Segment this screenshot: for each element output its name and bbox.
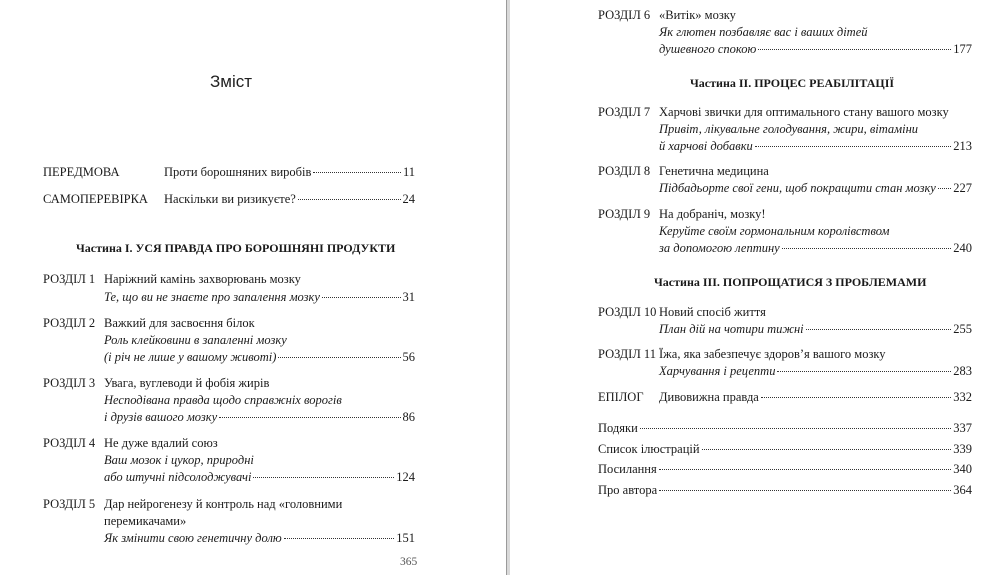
chapter-7-subtitle-line-2: й харчові добавки [659,139,753,153]
toc-entry-chapter-5[interactable] [104,530,415,546]
toc-entry-chapter-4[interactable] [104,469,415,485]
chapter-6-subtitle-line-2: душевного спокою [659,42,757,56]
preface-text: Проти борошняних виробів [164,165,312,179]
selftest-text: Наскільки ви ризикуєте? [164,192,296,206]
chapter-5-subtitle: Як змінити свою генетичну долю [104,531,282,545]
chapter-2-label: РОЗДІЛ 2 [43,316,96,330]
chapter-7-label: РОЗДІЛ 7 [598,105,651,119]
toc-entry-chapter-7[interactable] [659,138,972,154]
chapter-6-label: РОЗДІЛ 6 [598,8,651,22]
leader-dots [284,538,395,539]
leader-dots [313,172,401,173]
page-number: 56 [402,350,415,364]
chapter-8-subtitle: Підбадьорте свої гени, щоб покращити стан мозку [659,181,936,195]
leader-dots [298,199,401,200]
selftest-label: САМОПЕРЕВІРКА [43,192,148,206]
chapter-9-subtitle-line-1: Керуйте своїм гормональним королівством [659,224,890,238]
leader-dots [219,417,400,418]
chapter-1-title: Наріжний камінь захворювань мозку [104,272,301,286]
leader-dots [278,357,400,358]
right-page [510,0,994,575]
chapter-3-label: РОЗДІЛ 3 [43,376,96,390]
chapter-2-title: Важкий для засвоєння білок [104,316,255,330]
chapter-10-title: Новий спосіб життя [659,305,766,319]
page-number: 124 [396,470,415,484]
chapter-11-label: РОЗДІЛ 11 [598,347,656,361]
toc-entry-chapter-1[interactable] [104,289,415,305]
part-1-heading: Частина І. УСЯ ПРАВДА ПРО БОРОШНЯНІ ПРОДУКТИ [76,241,396,255]
leader-dots [938,188,951,189]
leader-dots [322,297,401,298]
chapter-3-subtitle-line-2: і друзів вашого мозку [104,410,218,424]
leader-dots [659,469,952,470]
chapter-10-label: РОЗДІЛ 10 [598,305,657,319]
thanks-text: Подяки [598,421,638,435]
toc-entry-chapter-8[interactable] [659,180,972,196]
page-number: 240 [953,241,972,255]
chapter-11-subtitle: Харчування і рецепти [659,364,776,378]
chapter-7-subtitle-line-1: Привіт, лікувальне голодування, жири, вітаміни [659,122,919,136]
toc-entry-chapter-6[interactable] [659,41,972,57]
chapter-6-title: «Витік» мозку [659,8,736,22]
page-number: 364 [953,483,972,497]
chapter-1-label: РОЗДІЛ 1 [43,272,96,286]
leader-dots [659,490,951,491]
page-number: 340 [953,462,972,476]
chapter-11-title: Їжа, яка забезпечує здоров’я вашого мозку [659,347,886,361]
leader-dots [640,428,951,429]
page-number: 151 [396,531,415,545]
chapter-8-label: РОЗДІЛ 8 [598,164,651,178]
page-number: 213 [953,139,972,153]
chapter-3-subtitle-line-1: Несподівана правда щодо справжніх ворогів [104,393,342,407]
toc-entry-illustrations[interactable] [598,441,972,457]
toc-entry-epilogue[interactable] [659,389,972,405]
chapter-2-subtitle-line-1: Роль клейковини в запаленні мозку [104,333,287,347]
chapter-4-label: РОЗДІЛ 4 [43,436,96,450]
leader-dots [755,146,951,147]
page-number: 227 [953,181,972,195]
chapter-7-title: Харчові звички для оптимального стану вашого мозку [659,105,949,119]
part-2-heading: Частина ІІ. ПРОЦЕС РЕАБІЛІТАЦІЇ [690,76,895,90]
leader-dots [758,49,951,50]
page-number: 86 [402,410,415,424]
epilogue-label: ЕПІЛОГ [598,390,644,404]
toc-entry-preface[interactable] [164,164,415,180]
preface-label: ПЕРЕДМОВА [43,165,120,179]
page-number: 332 [953,390,972,404]
chapter-9-title: На добраніч, мозку! [659,207,766,221]
toc-entry-chapter-2[interactable] [104,349,415,365]
page-number: 31 [402,290,415,304]
chapter-4-subtitle-line-2: або штучні підсолоджувачі [104,470,252,484]
part-3-heading: Частина ІІІ. ПОПРОЩАТИСЯ З ПРОБЛЕМАМИ [654,275,927,289]
about-author-text: Про автора [598,483,658,497]
references-text: Посилання [598,462,657,476]
chapter-5-label: РОЗДІЛ 5 [43,497,96,511]
page-folio: 365 [400,556,418,568]
leader-dots [702,449,952,450]
toc-entry-selftest[interactable] [164,191,415,207]
toc-entry-chapter-10[interactable] [659,321,972,337]
chapter-5-title-line-1: Дар нейрогенезу й контроль над «головними [104,497,343,511]
chapter-2-subtitle-line-2: (і річ не лише у вашому животі) [104,350,277,364]
toc-entry-chapter-3[interactable] [104,409,415,425]
chapter-4-title: Не дуже вдалий союз [104,436,218,450]
chapter-1-subtitle: Те, що ви не знаєте про запалення мозку [104,290,320,304]
leader-dots [806,329,952,330]
page-number: 255 [953,322,972,336]
chapter-5-title-line-2: перемикачами» [104,514,187,528]
page-number: 339 [953,442,972,456]
chapter-9-subtitle-line-2: за допомогою лептину [659,241,780,255]
page-number: 11 [402,165,415,179]
page-number: 177 [953,42,972,56]
page-number: 24 [402,192,415,206]
leader-dots [761,397,951,398]
leader-dots [777,371,951,372]
toc-entry-about-author[interactable] [598,482,972,498]
leader-dots [782,248,952,249]
toc-entry-thanks[interactable] [598,420,972,436]
chapter-3-title: Увага, вуглеводи й фобія жирів [104,376,270,390]
chapter-9-label: РОЗДІЛ 9 [598,207,651,221]
page-number: 283 [953,364,972,378]
chapter-10-subtitle: План дій на чотири тижні [659,322,804,336]
toc-entry-references[interactable] [598,461,972,477]
chapter-8-title: Генетична медицина [659,164,769,178]
toc-entry-chapter-9[interactable] [659,240,972,256]
toc-entry-chapter-11[interactable] [659,363,972,379]
epilogue-text: Дивовижна правда [659,390,759,404]
page-number: 337 [953,421,972,435]
contents-title: Зміст [210,72,253,91]
leader-dots [253,477,394,478]
illustrations-text: Список ілюстрацій [598,442,700,456]
chapter-6-subtitle-line-1: Як глютен позбавляє вас і ваших дітей [659,25,868,39]
chapter-4-subtitle-line-1: Ваш мозок і цукор, природні [104,453,254,467]
